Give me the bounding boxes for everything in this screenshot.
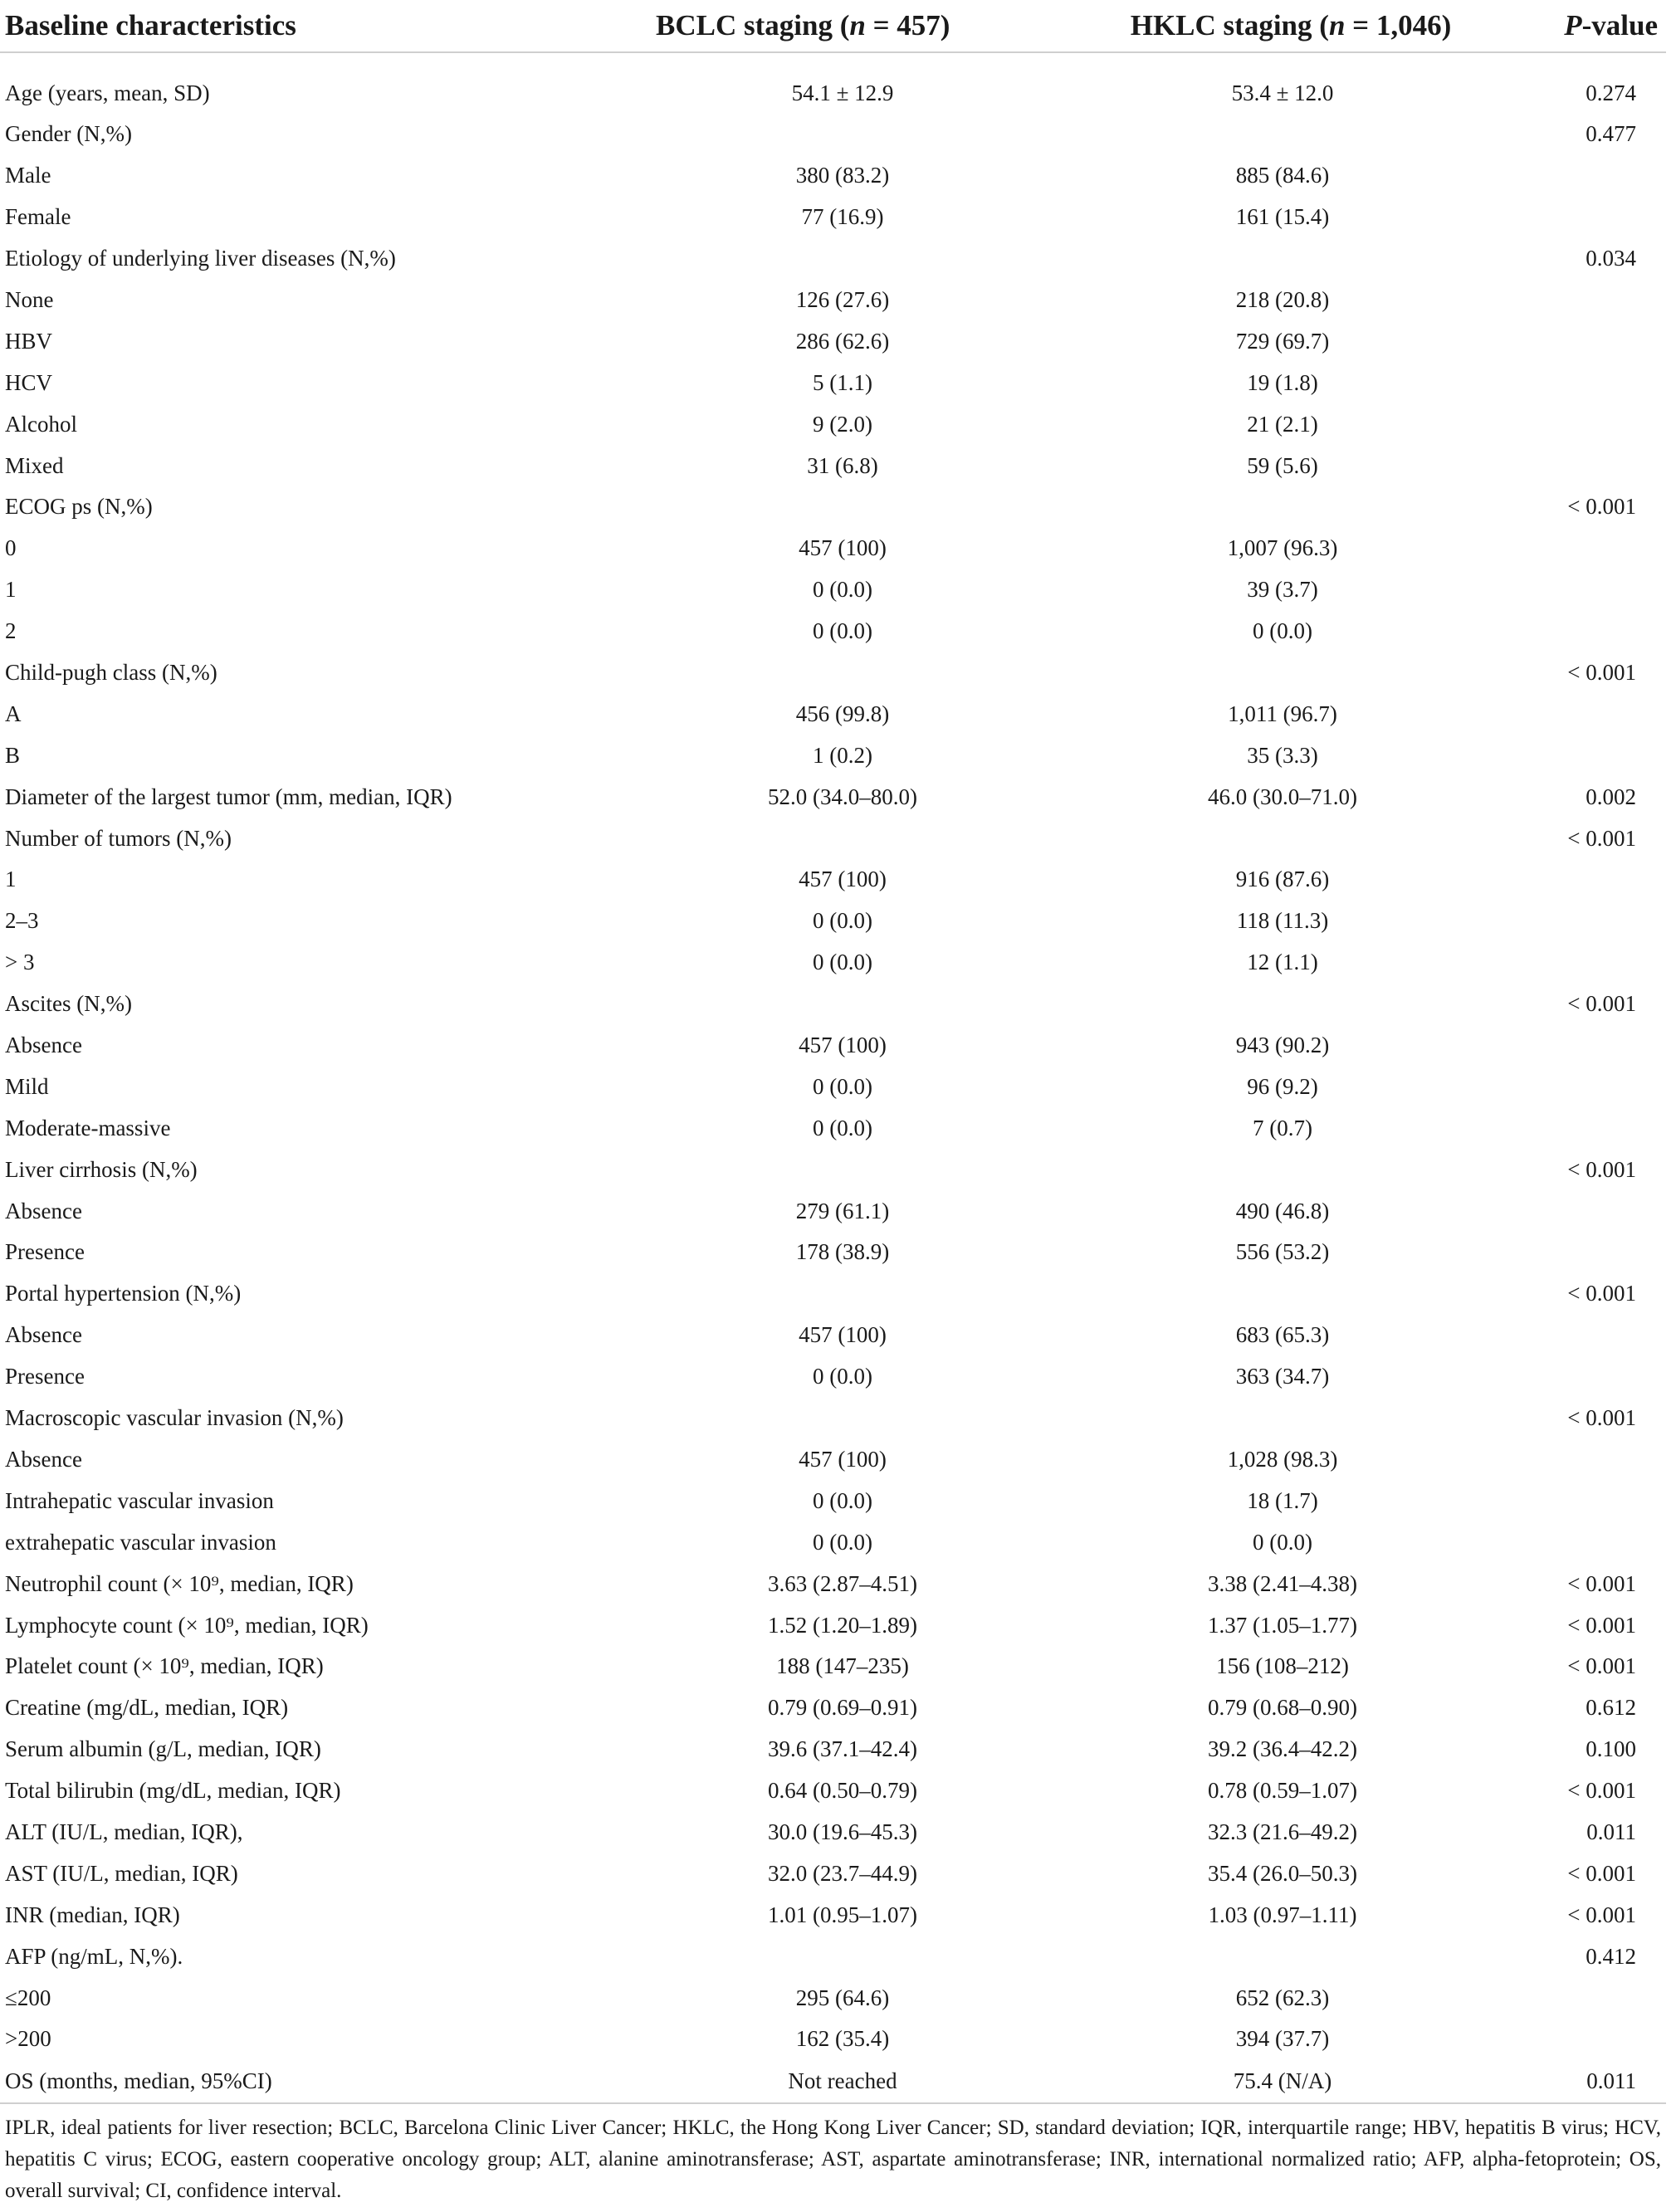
row-label: HCV [5,369,53,395]
table-row [0,1025,1666,1067]
bclc-value: 0 (0.0) [813,1529,872,1555]
p-value [1503,1066,1666,1107]
p-value: < 0.001 [1567,494,1636,520]
p-value: 0.100 [1586,1736,1636,1762]
row-label: >200 [5,2026,51,2052]
table-row [0,155,1666,197]
table-row [0,1398,1666,1439]
hklc-value: 35 (3.3) [1247,742,1318,768]
row-label: Absence [5,1446,82,1472]
bclc-value: 0 (0.0) [813,1487,872,1513]
row-label: Mixed [5,452,64,478]
row-label: Presence [5,1239,85,1265]
bclc-value: Not reached [656,2060,1079,2103]
row-label: Absence [5,1033,82,1058]
table-row [0,1812,1666,1853]
row-label: INR (median, IQR) [5,1902,180,1927]
bclc-value: 0 (0.0) [813,577,872,603]
table-row [0,1439,1666,1481]
bclc-value [656,1398,1079,1439]
bclc-value: 52.0 (34.0–80.0) [768,784,917,809]
row-label: Gender (N,%) [5,121,132,147]
table-row [0,1894,1666,1936]
hklc-value: 18 (1.7) [1247,1487,1318,1513]
bclc-value: 39.6 (37.1–42.4) [768,1736,917,1762]
p-value [1503,403,1666,445]
table-row [0,1521,1666,1563]
table-row [0,1853,1666,1894]
p-value: 0.002 [1586,784,1636,809]
hklc-value: 75.4 (N/A) [1079,2060,1503,2103]
p-value [1503,693,1666,735]
hklc-value: 32.3 (21.6–49.2) [1208,1819,1357,1844]
bclc-value [656,486,1079,528]
table-row [0,1107,1666,1149]
table-row [0,486,1666,528]
p-value: < 0.001 [1567,1902,1636,1927]
row-label: 2–3 [5,908,39,934]
table-row [0,735,1666,776]
row-label: Creatine (mg/dL, median, IQR) [5,1695,289,1721]
bclc-value: 457 (100) [799,867,887,892]
hklc-value: 916 (87.6) [1235,867,1330,892]
row-label: Diameter of the largest tumor (mm, median, IQR) [5,784,452,809]
hklc-value: 556 (53.2) [1235,1239,1330,1265]
p-value [1503,942,1666,984]
bclc-value: 0 (0.0) [813,1073,872,1099]
hklc-value: 19 (1.8) [1247,369,1318,395]
p-value: < 0.001 [1567,660,1636,686]
p-value: < 0.001 [1567,1405,1636,1431]
hklc-value [1079,1273,1503,1315]
hklc-value: 1,007 (96.3) [1227,535,1338,561]
p-value [1503,1480,1666,1521]
table-row [0,2060,1666,2103]
row-label: ALT (IU/L, median, IQR), [5,1819,243,1844]
bclc-value: 0.79 (0.69–0.91) [768,1695,917,1721]
bclc-value [656,114,1079,155]
bclc-value: 279 (61.1) [795,1198,890,1223]
p-value [1503,1439,1666,1481]
table-row [0,611,1666,652]
p-value: < 0.001 [1567,1612,1636,1638]
p-value [1503,320,1666,362]
bclc-value: 30.0 (19.6–45.3) [768,1819,917,1844]
row-label: ECOG ps (N,%) [5,494,153,520]
p-value [1503,569,1666,611]
bclc-value: 457 (100) [799,1033,887,1058]
bclc-value: 126 (27.6) [795,287,890,312]
table-row [0,1149,1666,1190]
table-row [0,1770,1666,1812]
table-row [0,197,1666,238]
hklc-value [1079,486,1503,528]
p-value [1503,1232,1666,1273]
header-row [0,0,1666,52]
row-label: Male [5,163,51,188]
bclc-value [656,984,1079,1025]
hklc-value: 3.38 (2.41–4.38) [1208,1570,1357,1596]
hklc-value [1079,114,1503,155]
table-row [0,1646,1666,1687]
row-label: Number of tumors (N,%) [5,825,232,851]
hklc-value [1079,1149,1503,1190]
hklc-value: 39 (3.7) [1247,577,1318,603]
row-label: > 3 [5,950,35,975]
bclc-value: 178 (38.9) [795,1239,890,1265]
p-value [1503,1190,1666,1232]
hklc-value: 1,028 (98.3) [1227,1446,1338,1472]
row-label: HBV [5,328,53,354]
p-value [1503,859,1666,901]
hklc-value [1079,1398,1503,1439]
hklc-value: 156 (108–212) [1216,1653,1349,1679]
bclc-value: 188 (147–235) [776,1653,909,1679]
p-value: 0.011 [1586,1819,1636,1844]
hklc-value [1079,818,1503,859]
table-row [0,569,1666,611]
row-label: Total bilirubin (mg/dL, median, IQR) [5,1778,341,1804]
table-row [0,320,1666,362]
header-baseline-characteristics: Baseline characteristics [0,0,656,52]
hklc-value: 218 (20.8) [1235,287,1330,312]
bclc-value: 3.63 (2.87–4.51) [768,1570,917,1596]
p-value: < 0.001 [1567,1156,1636,1182]
hklc-value: 118 (11.3) [1236,908,1329,934]
row-label: Liver cirrhosis (N,%) [5,1156,198,1182]
row-label: Lymphocyte count (× 10⁹, median, IQR) [5,1612,369,1638]
hklc-value: 35.4 (26.0–50.3) [1208,1860,1357,1886]
bclc-value: 0 (0.0) [813,618,872,644]
row-label: Presence [5,1364,85,1389]
table-row [0,403,1666,445]
table-row [0,1232,1666,1273]
header-hklc-staging: HKLC staging (n = 1,046) [1079,0,1503,52]
row-label: AST (IU/L, median, IQR) [5,1860,238,1886]
hklc-value: 161 (15.4) [1235,204,1330,230]
bclc-value: 9 (2.0) [813,411,872,437]
row-label: Platelet count (× 10⁹, median, IQR) [5,1653,324,1679]
p-value: < 0.001 [1567,1778,1636,1804]
bclc-value [656,818,1079,859]
bclc-value: 457 (100) [799,535,887,561]
table-row [0,901,1666,942]
table-footnote: IPLR, ideal patients for liver resection; BCLC, Barcelona Clinic Liver Cancer; HKLC, the Hong Kong Liver Cancer; SD, standard deviation; IQR, interquartile range; HBV, hepatitis B virus; HCV, hepatitis C virus; ECOG, eastern cooperative oncology group; ALT, alanine aminotransferase; AST, aspartate aminotransferase; INR, international normalized ratio; AFP, alpha-fetoprotein; OS, overall survival; CI, confidence interval. [5,2117,1661,2202]
hklc-value: 0.79 (0.68–0.90) [1208,1695,1357,1721]
hklc-value: 0 (0.0) [1253,1529,1312,1555]
row-label: A [5,701,22,726]
table-row [0,818,1666,859]
bclc-value: 0 (0.0) [813,908,872,934]
table-row [0,280,1666,321]
p-value [1503,445,1666,486]
p-value [1503,1977,1666,2019]
bclc-value [656,1149,1079,1190]
hklc-value: 1.37 (1.05–1.77) [1208,1612,1357,1638]
hklc-value: 729 (69.7) [1235,328,1330,354]
table-header [0,0,1666,52]
hklc-value: 39.2 (36.4–42.2) [1208,1736,1357,1762]
p-value: < 0.001 [1567,1860,1636,1886]
p-value: < 0.001 [1567,825,1636,851]
row-label: ≤200 [5,1985,51,2010]
table-row [0,1936,1666,1977]
hklc-value [1079,652,1503,694]
bclc-value: 5 (1.1) [813,369,872,395]
table-row [0,2019,1666,2060]
hklc-value: 683 (65.3) [1235,1322,1330,1348]
table-row [0,1687,1666,1729]
table-row [0,942,1666,984]
p-value [1503,735,1666,776]
bclc-value [656,1273,1079,1315]
table-row [0,1604,1666,1646]
table-row [0,238,1666,280]
p-value: 0.274 [1586,81,1636,105]
table-row [0,693,1666,735]
table-row [0,1480,1666,1521]
p-value [1503,528,1666,569]
table-row [0,52,1666,114]
p-value [1503,1107,1666,1149]
table-row [0,859,1666,901]
p-value: < 0.001 [1567,991,1636,1017]
row-label: Portal hypertension (N,%) [5,1281,242,1306]
row-label: Serum albumin (g/L, median, IQR) [5,1736,321,1762]
hklc-value: 21 (2.1) [1247,411,1318,437]
bclc-value: 0 (0.0) [813,1115,872,1140]
bclc-value: 0 (0.0) [813,1364,872,1389]
header-p-value: P-value [1503,0,1666,52]
hklc-value: 885 (84.6) [1235,163,1330,188]
table-row [0,1066,1666,1107]
table-row [0,1190,1666,1232]
p-value: 0.011 [1503,2060,1666,2103]
hklc-value: 59 (5.6) [1247,452,1318,478]
bclc-value: 0.64 (0.50–0.79) [768,1778,917,1804]
p-value: 0.477 [1586,121,1636,147]
hklc-value: 46.0 (30.0–71.0) [1208,784,1357,809]
bclc-value: 457 (100) [799,1322,887,1348]
bclc-value: 1.52 (1.20–1.89) [768,1612,917,1638]
row-label: Mild [5,1073,49,1099]
hklc-value: 1.03 (0.97–1.11) [1208,1902,1357,1927]
p-value [1503,155,1666,197]
row-label: None [5,287,54,312]
row-label: extrahepatic vascular invasion [5,1529,276,1555]
bclc-value: 457 (100) [799,1446,887,1472]
table-row [0,445,1666,486]
p-value [1503,1315,1666,1356]
bclc-value: 380 (83.2) [795,163,890,188]
table-body [0,52,1666,2103]
p-value [1503,362,1666,403]
p-value [1503,1356,1666,1398]
bclc-value [656,652,1079,694]
row-label: OS (months, median, 95%CI) [0,2060,656,2103]
hklc-value: 652 (62.3) [1235,1985,1330,2010]
bclc-value [656,238,1079,280]
p-value [1503,901,1666,942]
p-value [1503,2019,1666,2060]
hklc-value: 96 (9.2) [1247,1073,1318,1099]
row-label: B [5,742,21,768]
hklc-value [1079,1936,1503,1977]
table-row [0,114,1666,155]
p-value [1503,280,1666,321]
row-label: Macroscopic vascular invasion (N,%) [5,1405,344,1431]
table-row [0,362,1666,403]
row-label: Absence [5,1322,82,1348]
table-row [0,1273,1666,1315]
row-label: Female [5,204,71,230]
hklc-value: 394 (37.7) [1235,2026,1330,2052]
row-label: Child-pugh class (N,%) [5,660,217,686]
row-label: 0 [5,535,17,561]
table-row [0,1315,1666,1356]
row-label: Neutrophil count (× 10⁹, median, IQR) [5,1570,354,1596]
p-value: 0.412 [1586,1943,1636,1969]
p-value: 0.612 [1586,1695,1636,1721]
row-label: 1 [5,867,17,892]
bclc-value: 162 (35.4) [795,2026,890,2052]
hklc-value: 363 (34.7) [1235,1364,1330,1389]
row-label: Alcohol [5,411,77,437]
p-value: < 0.001 [1567,1570,1636,1596]
bclc-value: 0 (0.0) [813,950,872,975]
p-value: < 0.001 [1567,1653,1636,1679]
p-value: 0.034 [1586,246,1636,271]
hklc-value: 53.4 ± 12.0 [1231,81,1334,105]
table-row [0,984,1666,1025]
hklc-value: 0.78 (0.59–1.07) [1208,1778,1357,1804]
row-label: Age (years, mean, SD) [5,81,210,105]
table-row [0,528,1666,569]
hklc-value: 12 (1.1) [1247,950,1318,975]
hklc-value: 7 (0.7) [1253,1115,1312,1140]
row-label: 1 [5,577,17,603]
table-row [0,652,1666,694]
row-label: Ascites (N,%) [5,991,132,1017]
row-label: Intrahepatic vascular invasion [5,1487,274,1513]
table-row [0,1356,1666,1398]
bclc-value: 456 (99.8) [795,701,890,726]
hklc-value: 490 (46.8) [1235,1198,1330,1223]
row-label: Absence [5,1198,82,1223]
hklc-value: 943 (90.2) [1235,1033,1330,1058]
row-label: Moderate-massive [5,1115,171,1140]
row-label: 2 [5,618,17,644]
bclc-value: 1.01 (0.95–1.07) [768,1902,917,1927]
p-value [1503,611,1666,652]
hklc-value: 1,011 (96.7) [1228,701,1337,726]
header-bclc-staging: BCLC staging (n = 457) [656,0,1079,52]
bclc-value [656,1936,1079,1977]
p-value [1503,1025,1666,1067]
hklc-value [1079,238,1503,280]
bclc-value: 77 (16.9) [801,204,884,230]
row-label: AFP (ng/mL, N,%). [5,1943,183,1969]
bclc-value: 1 (0.2) [813,742,872,768]
p-value [1503,1521,1666,1563]
table-row [0,1729,1666,1770]
bclc-value: 54.1 ± 12.9 [791,81,894,105]
bclc-value: 286 (62.6) [795,328,890,354]
table-row [0,1977,1666,2019]
bclc-value: 31 (6.8) [807,452,878,478]
row-label: Etiology of underlying liver diseases (N,%) [5,246,396,271]
hklc-value: 0 (0.0) [1253,618,1312,644]
bclc-value: 32.0 (23.7–44.9) [768,1860,917,1886]
hklc-value [1079,984,1503,1025]
table-row [0,1563,1666,1604]
p-value: < 0.001 [1567,1281,1636,1306]
p-value [1503,197,1666,238]
table-row [0,776,1666,818]
bclc-value: 295 (64.6) [795,1985,890,2010]
